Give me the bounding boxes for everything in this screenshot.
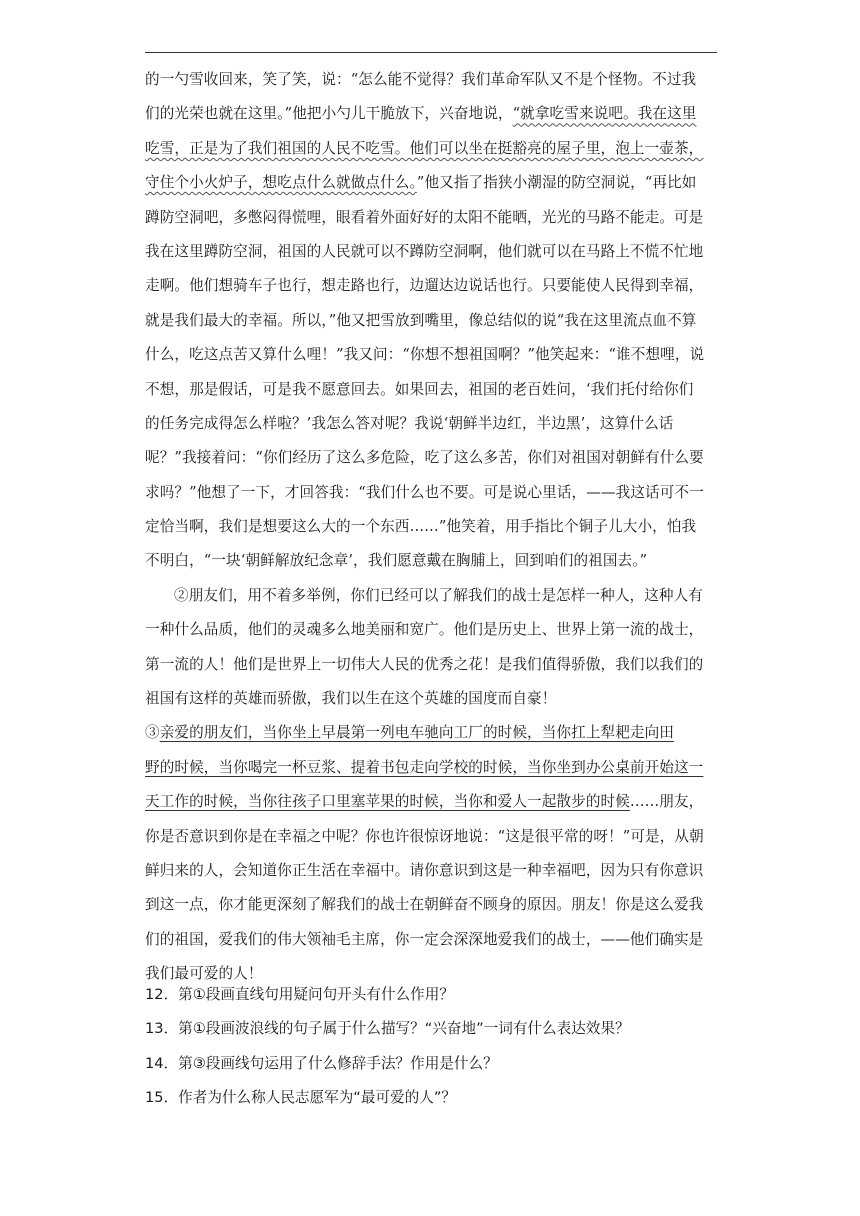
line-text: 的任务完成得怎么样啦？’我怎么答对呢？我说‘朝鲜半边红，半边黑’，这算什么话 — [145, 414, 674, 432]
line-text: 的一勺雪收回来，笑了笑，说：“怎么能不觉得？我们革命军队又不是个怪物。不过我 — [145, 71, 697, 88]
line-text: ②朋友们，用不着多举例，你们已经可以了解我们的战士是怎样一种人，这种人有 — [174, 586, 703, 604]
passage-line — [145, 269, 717, 303]
passage-line — [145, 820, 717, 854]
passage-line — [145, 579, 717, 613]
passage-line — [145, 407, 717, 441]
passage-line — [145, 716, 717, 750]
line-text: 蹲防空洞吧，多憋闷得慌哩，眼看着外面好好的太阳不能晒，光光的马路不能走。可是 — [145, 208, 704, 226]
wavy-underlined-text: 守住个小火炉子，想吃点什么就做点什么。 — [145, 174, 417, 192]
underlined-text: 野的时候，当你喝完一杯豆浆、提着书包走向学校的时候，当你坐到办公桌前开始这一 — [145, 758, 704, 776]
line-text: 求吗？”他想了一下，才回答我：“我们什么也不要。可是说心里话，——我这话可不一 — [145, 483, 704, 501]
line-text: 什么，吃这点苦又算什么哩！”我又问：“你想不想祖国啊？”他笑起来：“谁不想哩，说 — [145, 346, 705, 364]
passage-line — [145, 682, 717, 716]
passage-line — [145, 785, 717, 819]
question-item: 13．第①段画波浪线的句子属于什么描写？“兴奋地”一词有什么表达效果？ — [145, 1020, 630, 1038]
line-text: ”他又指了指狭小潮湿的防空洞说，“再比如 — [416, 174, 697, 192]
line-text: 我们最可爱的人！ — [145, 965, 263, 983]
line-text: ③ — [145, 724, 160, 742]
passage-text — [145, 63, 717, 992]
passage-line — [145, 97, 717, 131]
line-text: 们的祖国，爱我们的伟大领袖毛主席，你一定会深深地爱我们的战士，——他们确实是 — [145, 930, 704, 948]
line-text: 不想，那是假话，可是我不愿意回去。如果回去，祖国的老百姓问，‘我们托付给你们 — [145, 380, 694, 398]
passage-line — [145, 304, 717, 338]
passage-line — [145, 751, 717, 785]
passage-line — [145, 201, 717, 235]
header-rule — [145, 52, 717, 53]
passage-line — [145, 854, 717, 888]
question-item: 12．第①段画直线句用疑问句开头有什么作用？ — [145, 986, 454, 1003]
line-text: 就是我们最大的幸福。所以，”他又把雪放到嘴里，像总结似的说“我在这里流点血不算 — [145, 311, 697, 329]
line-text: 一种什么品质，他们的灵魂多么地美丽和宽广。他们是历史上、世界上第一流的战士， — [145, 621, 704, 639]
passage-line — [145, 613, 717, 647]
passage-line — [145, 888, 717, 922]
line-text: 呢？”我接着问：“你们经历了这么多危险，吃了这么多苦，你们对祖国对朝鲜有什么要 — [145, 449, 704, 467]
passage-line — [145, 648, 717, 682]
line-text: 定恰当啊，我们是想要这么大的一个东西……”他笑着，用手指比个铜子儿大小，怕我 — [145, 518, 697, 536]
passage-line — [145, 338, 717, 372]
line-text: 我在这里蹲防空洞，祖国的人民就可以不蹲防空洞啊，他们就可以在马路上不慌不忙地 — [145, 242, 704, 260]
passage-line — [145, 235, 717, 269]
line-text: 第一流的人！他们是世界上一切伟大人民的优秀之花！是我们值得骄傲，我们以我们的 — [145, 655, 704, 673]
question-item: 15．作者为什么称人民志愿军为“最可爱的人”？ — [145, 1088, 456, 1106]
passage-line — [145, 476, 717, 510]
line-text: 祖国有这样的英雄而骄傲，我们以生在这个英雄的国度而自豪！ — [145, 690, 557, 708]
passage-line — [145, 923, 717, 957]
underlined-text: 天工作的时候，当你往孩子口里塞苹果的时候，当你和爱人一起散步的时候 — [145, 793, 630, 811]
question-item: 14．第③段画线句运用了什么修辞手法？作用是什么？ — [145, 1054, 498, 1072]
wavy-underlined-text: “就拿吃雪来说吧。我在这里 — [512, 105, 697, 123]
wavy-underlined-text: 吃雪，正是为了我们祖国的人民不吃雪。他们可以坐在挺豁亮的屋子里，泡上一壶茶， — [145, 139, 704, 157]
underlined-text: 亲爱的朋友们，当你坐上早晨第一列电车驰向工厂的时候，当你扛上犁耙走向田 — [159, 724, 674, 742]
passage-line — [145, 166, 717, 200]
passage-line — [145, 373, 717, 407]
line-text: 不明白，“一块‘朝鲜解放纪念章’，我们愿意戴在胸脯上，回到咱们的祖国去。” — [145, 552, 648, 570]
passage-line — [145, 132, 717, 166]
line-text: 走啊。他们想骑车子也行，想走路也行，边遛达边说话也行。只要能使人民得到幸福， — [145, 277, 704, 295]
line-text: 你是否意识到你是在幸福之中呢？你也许很惊讶地说：“这是很平常的呀！”可是，从朝 — [145, 827, 704, 845]
passage-line — [145, 63, 717, 97]
line-text: 们的光荣也就在这里。”他把小勺儿干脆放下，兴奋地说， — [145, 105, 513, 123]
line-text: 到这一点，你才能更深刻了解我们的战士在朝鲜奋不顾身的原因。朋友！你是这么爱我 — [145, 896, 704, 914]
passage-line — [145, 441, 717, 475]
line-text: ……朋友， — [629, 793, 704, 811]
line-text: 鲜归来的人，会知道你正生活在幸福中。请你意识到这是一种幸福吧，因为只有你意识 — [145, 861, 704, 879]
passage-line — [145, 544, 717, 578]
passage-line — [145, 510, 717, 544]
question-list — [145, 978, 717, 1115]
